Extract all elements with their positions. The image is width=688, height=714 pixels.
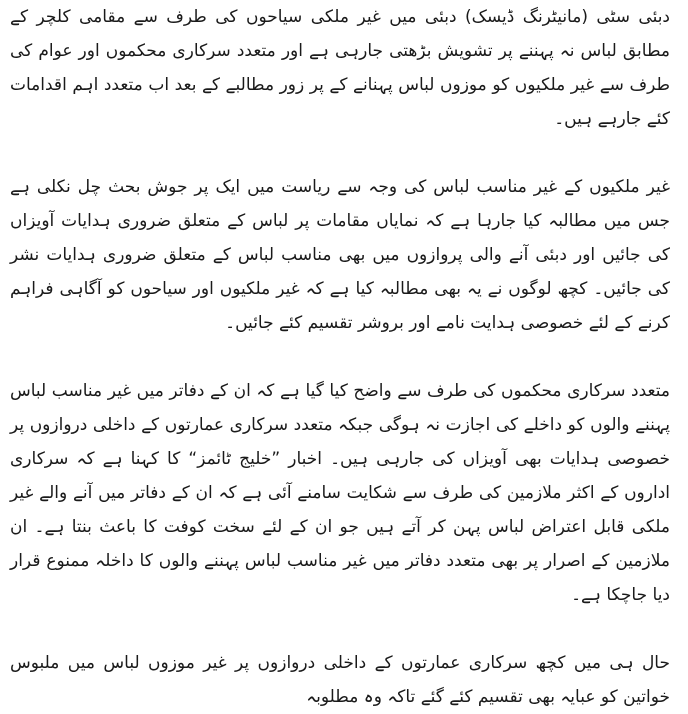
paragraph-4: حال ہی میں کچھ سرکاری عمارتوں کے داخلی دروازوں پر غیر موزوں لباس میں ملبوس خواتین کو عبایہ بھی تقسیم کئے گئے تاکہ وہ مطلوبہ [10,653,670,707]
paragraph-1: دبئی سٹی (مانیٹرنگ ڈیسک) دبئی میں غیر ملکی سیاحوں کی طرف سے مقامی کلچر کے مطابق لباس نہ پہننے پر تشویش بڑھتی جارہی ہے اور متعدد سرکاری محکموں اور عوام کی طرف سے غیر ملکیوں کو موزوں لباس پہنانے کے پر زور مطالبے کے بعد اب متعدد اہم اقدامات کئے جارہے ہیں۔ [10,7,670,129]
paragraph-2: غیر ملکیوں کے غیر مناسب لباس کی وجہ سے ریاست میں ایک پر جوش بحث چل نکلی ہے جس میں مطالبہ کیا جارہا ہے کہ نمایاں مقامات پر لباس کے متعلق ضروری ہدایات آویزاں کی جائیں اور دبئی آنے والی پروازوں میں بھی مناسب لباس کے متعلق ضروری ہدایات نشر کی جائیں۔ کچھ لوگوں نے یہ بھی مطالبہ کیا ہے کہ غیر ملکیوں اور سیاحوں کو آگاہی فراہم کرنے کے لئے خصوصی ہدایت نامے اور بروشر تقسیم کئے جائیں۔ [10,177,670,333]
paragraph-3: متعدد سرکاری محکموں کی طرف سے واضح کیا گیا ہے کہ ان کے دفاتر میں غیر مناسب لباس پہننے والوں کو داخلے کی اجازت نہ ہوگی جبکہ متعدد سرکاری عمارتوں کے داخلی دروازوں پر خصوصی ہدایات بھی آویزاں کی جارہی ہیں۔ اخبار ”خلیج ٹائمز“ کا کہنا ہے کہ سرکاری اداروں کے اکثر ملازمین کی طرف سے شکایت سامنے آئی ہے کہ ان کے دفاتر میں آنے والے غیر ملکی قابل اعتراض لباس پہن کر آتے ہیں جو ان کے لئے سخت کوفت کا باعث بنتا ہے۔ ان ملازمین کے اصرار پر بھی متعدد دفاتر میں غیر مناسب لباس پہننے والوں کا داخلہ ممنوع قرار دیا جاچکا ہے۔ [10,381,670,605]
